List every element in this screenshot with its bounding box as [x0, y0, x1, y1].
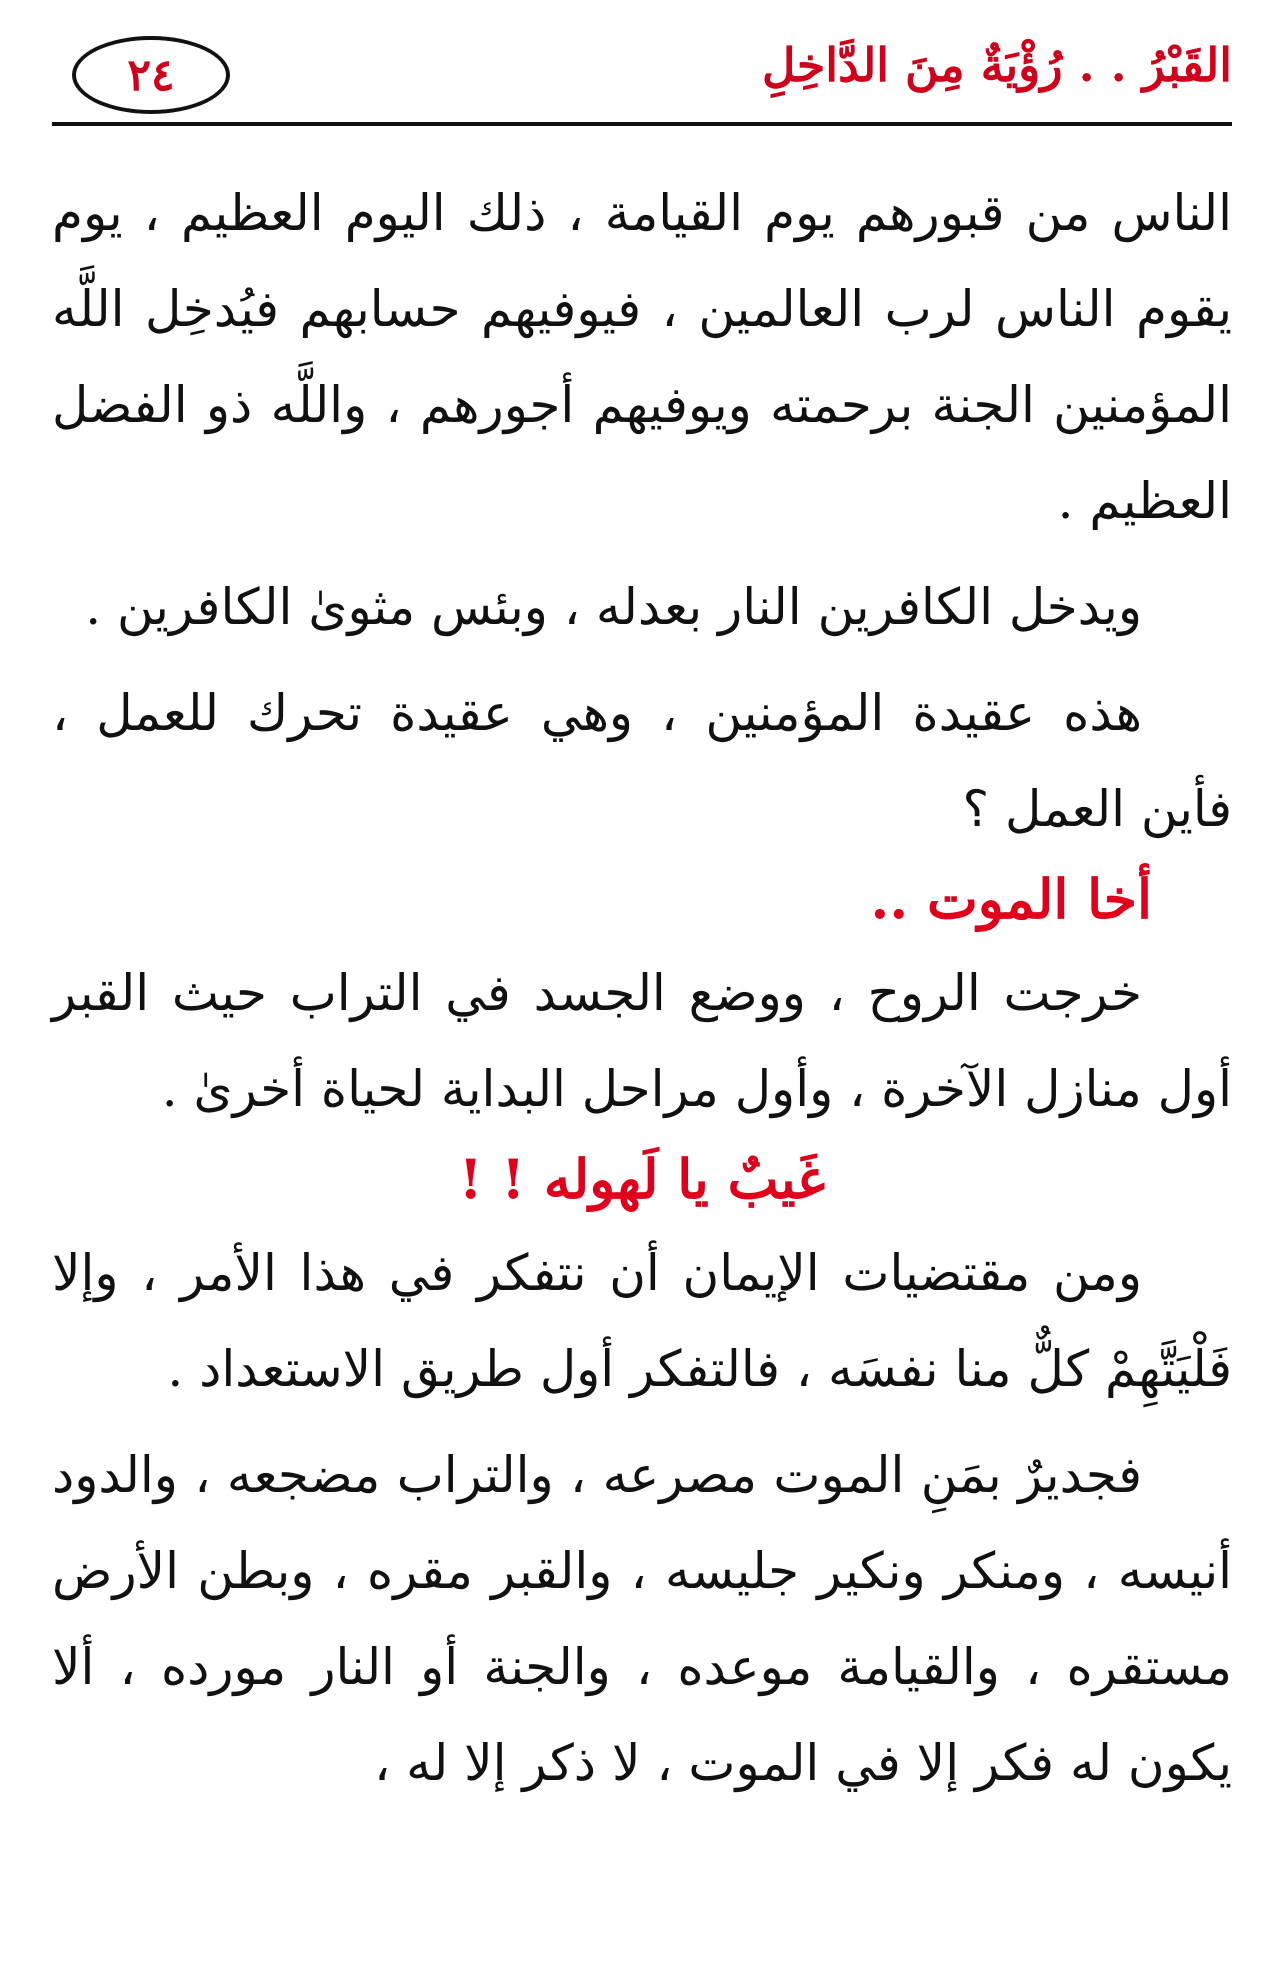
- page-header: [52, 30, 1232, 126]
- paragraph-6: فجديرٌ بمَنِ الموت مصرعه ، والتراب مضجعه ، والدود أنيسه ، ومنكر ونكير جليسه ، والقبر مقره ، وبطن الأرض مستقره ، والقيامة موعده ، والجنة أو النار مورده ، ألا يكون له فكر إلا في الموت ، لا ذكر إلا له ،: [52, 1446, 1232, 1792]
- page-body: [52, 165, 1232, 1821]
- section-heading-1: أخا الموت ..: [870, 867, 1152, 931]
- header-rule: [52, 122, 1232, 126]
- paragraph-4: خرجت الروح ، ووضع الجسد في التراب حيث القبر أول منازل الآخرة ، وأول مراحل البداية لحياة أخرىٰ .: [52, 964, 1232, 1118]
- paragraph-5: ومن مقتضيات الإيمان أن نتفكر في هذا الأمر ، وإلا فَلْيَتَّهِمْ كلٌّ منا نفسَه ، فالتفكر أول طريق الاستعداد .: [52, 1244, 1232, 1398]
- paragraph-3: هذه عقيدة المؤمنين ، وهي عقيدة تحرك للعمل ، فأين العمل ؟: [52, 684, 1232, 838]
- paragraph-2: ويدخل الكافرين النار بعدله ، وبئس مثوىٰ الكافرين .: [85, 578, 1142, 636]
- section-heading-2: غَيبٌ يا لَهوله ! !: [458, 1147, 826, 1211]
- page-number: ٢٤: [72, 36, 230, 114]
- running-title: القَبْرُ . . رُؤْيَةٌ مِنَ الدَّاخِلِ: [762, 38, 1232, 92]
- paragraph-1: الناس من قبورهم يوم القيامة ، ذلك اليوم العظيم ، يوم يقوم الناس لرب العالمين ، فيوفيهم حسابهم فيُدخِل اللَّه المؤمنين الجنة برحمته ويوفيهم أجورهم ، واللَّه ذو الفضل العظيم .: [52, 184, 1232, 530]
